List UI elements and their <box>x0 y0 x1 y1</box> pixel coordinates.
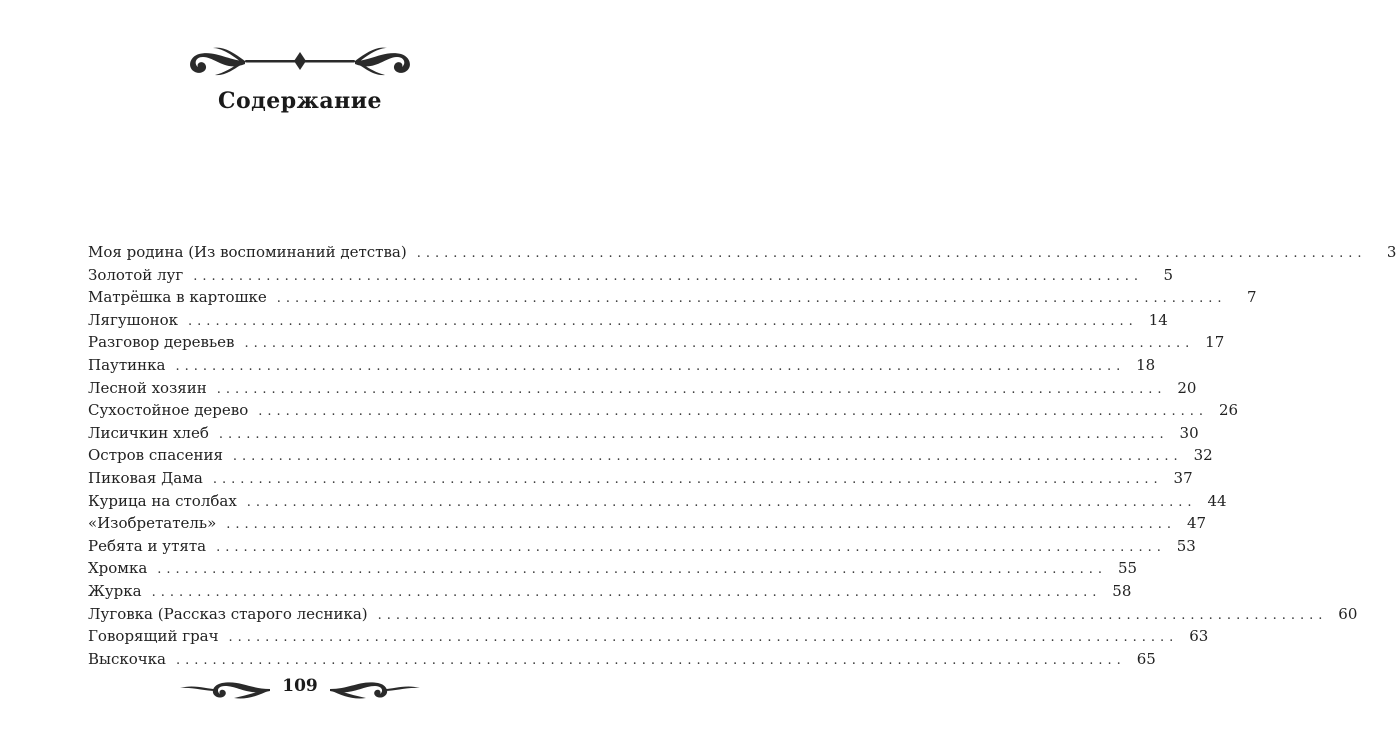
toc-entry <box>88 309 1168 332</box>
toc-entry <box>88 580 1132 603</box>
toc-entry-title: Сухостойное дерево <box>88 401 249 420</box>
toc-entry <box>88 399 1239 422</box>
dot-leader: ........................................................................................................ <box>246 494 1197 510</box>
toc-entry-title: «Изобретатель» <box>88 514 217 533</box>
dot-leader: ........................................................................................................ <box>416 246 1367 261</box>
toc-entry <box>88 331 1225 354</box>
toc-entry <box>88 603 1358 626</box>
dot-leader: ........................................................................................................ <box>218 426 1169 442</box>
toc-entry-title: Лисичкин хлеб <box>88 423 209 442</box>
dot-leader: ........................................................................................................ <box>226 517 1177 533</box>
table-of-contents <box>88 241 1396 670</box>
toc-entry-title: Пиковая Дама <box>88 468 203 487</box>
toc-entry-title: Ребята и утята <box>88 536 207 555</box>
toc-entry-page: 63 <box>1189 627 1209 646</box>
toc-entry <box>88 422 1199 445</box>
dot-leader: ........................................................................................................ <box>228 630 1179 646</box>
toc-entry-page: 58 <box>1112 581 1132 600</box>
toc-entry-page: 18 <box>1136 355 1156 374</box>
page-number: 109 <box>282 676 318 696</box>
toc-entry-page: 5 <box>1163 265 1174 284</box>
toc-entry-page: 14 <box>1148 310 1168 329</box>
dot-leader: ........................................................................................................ <box>175 358 1126 374</box>
toc-entry <box>88 444 1213 467</box>
dot-leader: ........................................................................................................ <box>216 539 1166 555</box>
toc-entry-title: Остров спасения <box>88 446 223 465</box>
dot-leader: ........................................................................................................ <box>276 291 1227 307</box>
dot-leader: ........................................................................................................ <box>377 607 1328 623</box>
toc-entry <box>88 264 1174 287</box>
dot-leader: ........................................................................................................ <box>212 471 1163 487</box>
toc-entry-title: Журка <box>88 581 142 600</box>
toc-entry <box>88 648 1156 671</box>
toc-entry <box>88 467 1193 490</box>
toc-entry <box>88 354 1156 377</box>
toc-entry <box>88 286 1257 309</box>
toc-entry-page: 17 <box>1205 333 1225 352</box>
toc-entry <box>88 241 1396 264</box>
toc-entry <box>88 377 1197 400</box>
toc-entry-page: 53 <box>1176 536 1196 555</box>
toc-entry <box>88 512 1207 535</box>
toc-entry-title: Хромка <box>88 559 148 578</box>
toc-entry-title: Луговка (Рассказ старого лесника) <box>88 604 368 623</box>
toc-entry-page: 65 <box>1136 649 1156 668</box>
toc-entry-page: 44 <box>1207 491 1227 510</box>
toc-entry <box>88 490 1227 513</box>
toc-entry-page: 30 <box>1179 423 1199 442</box>
toc-entry-title: Лягушонок <box>88 310 179 329</box>
top-ornament-icon <box>185 42 415 82</box>
toc-entry-title: Золотой луг <box>88 265 184 284</box>
dot-leader: ........................................................................................................ <box>176 652 1126 668</box>
toc-entry-page: 32 <box>1193 446 1213 465</box>
toc-entry-title: Говорящий грач <box>88 627 219 646</box>
toc-entry <box>88 535 1196 558</box>
dot-leader: ........................................................................................................ <box>232 449 1183 465</box>
toc-entry-title: Выскочка <box>88 649 167 668</box>
dot-leader: ........................................................................................................ <box>216 381 1167 397</box>
toc-entry-title: Паутинка <box>88 355 166 374</box>
dot-leader: ........................................................................................................ <box>188 313 1138 329</box>
toc-entry <box>88 625 1209 648</box>
toc-entry-page: 37 <box>1173 468 1193 487</box>
toc-entry-title: Лесной хозяин <box>88 378 207 397</box>
toc-entry-page: 20 <box>1177 378 1197 397</box>
toc-entry <box>88 557 1138 580</box>
toc-entry-page: 3 <box>1386 243 1396 261</box>
toc-entry-title: Моя родина (Из воспоминаний детства) <box>88 243 407 261</box>
toc-entry-page: 60 <box>1338 604 1358 623</box>
dot-leader: ........................................................................................................ <box>151 584 1102 600</box>
toc-entry-page: 26 <box>1218 401 1239 420</box>
toc-entry-title: Курица на столбах <box>88 491 237 510</box>
toc-entry-title: Матрёшка в картошке <box>88 288 267 307</box>
dot-leader: ........................................................................................................ <box>193 268 1144 284</box>
toc-entry-page: 47 <box>1186 514 1207 533</box>
toc-entry-page: 7 <box>1247 288 1257 307</box>
toc-entry-page: 55 <box>1117 559 1138 578</box>
dot-leader: ........................................................................................................ <box>258 404 1209 420</box>
page-title: Содержание <box>217 88 383 114</box>
dot-leader: ........................................................................................................ <box>157 562 1108 578</box>
dot-leader: ........................................................................................................ <box>244 336 1195 352</box>
toc-entry-title: Разговор деревьев <box>88 333 235 352</box>
page-footer <box>170 674 430 704</box>
